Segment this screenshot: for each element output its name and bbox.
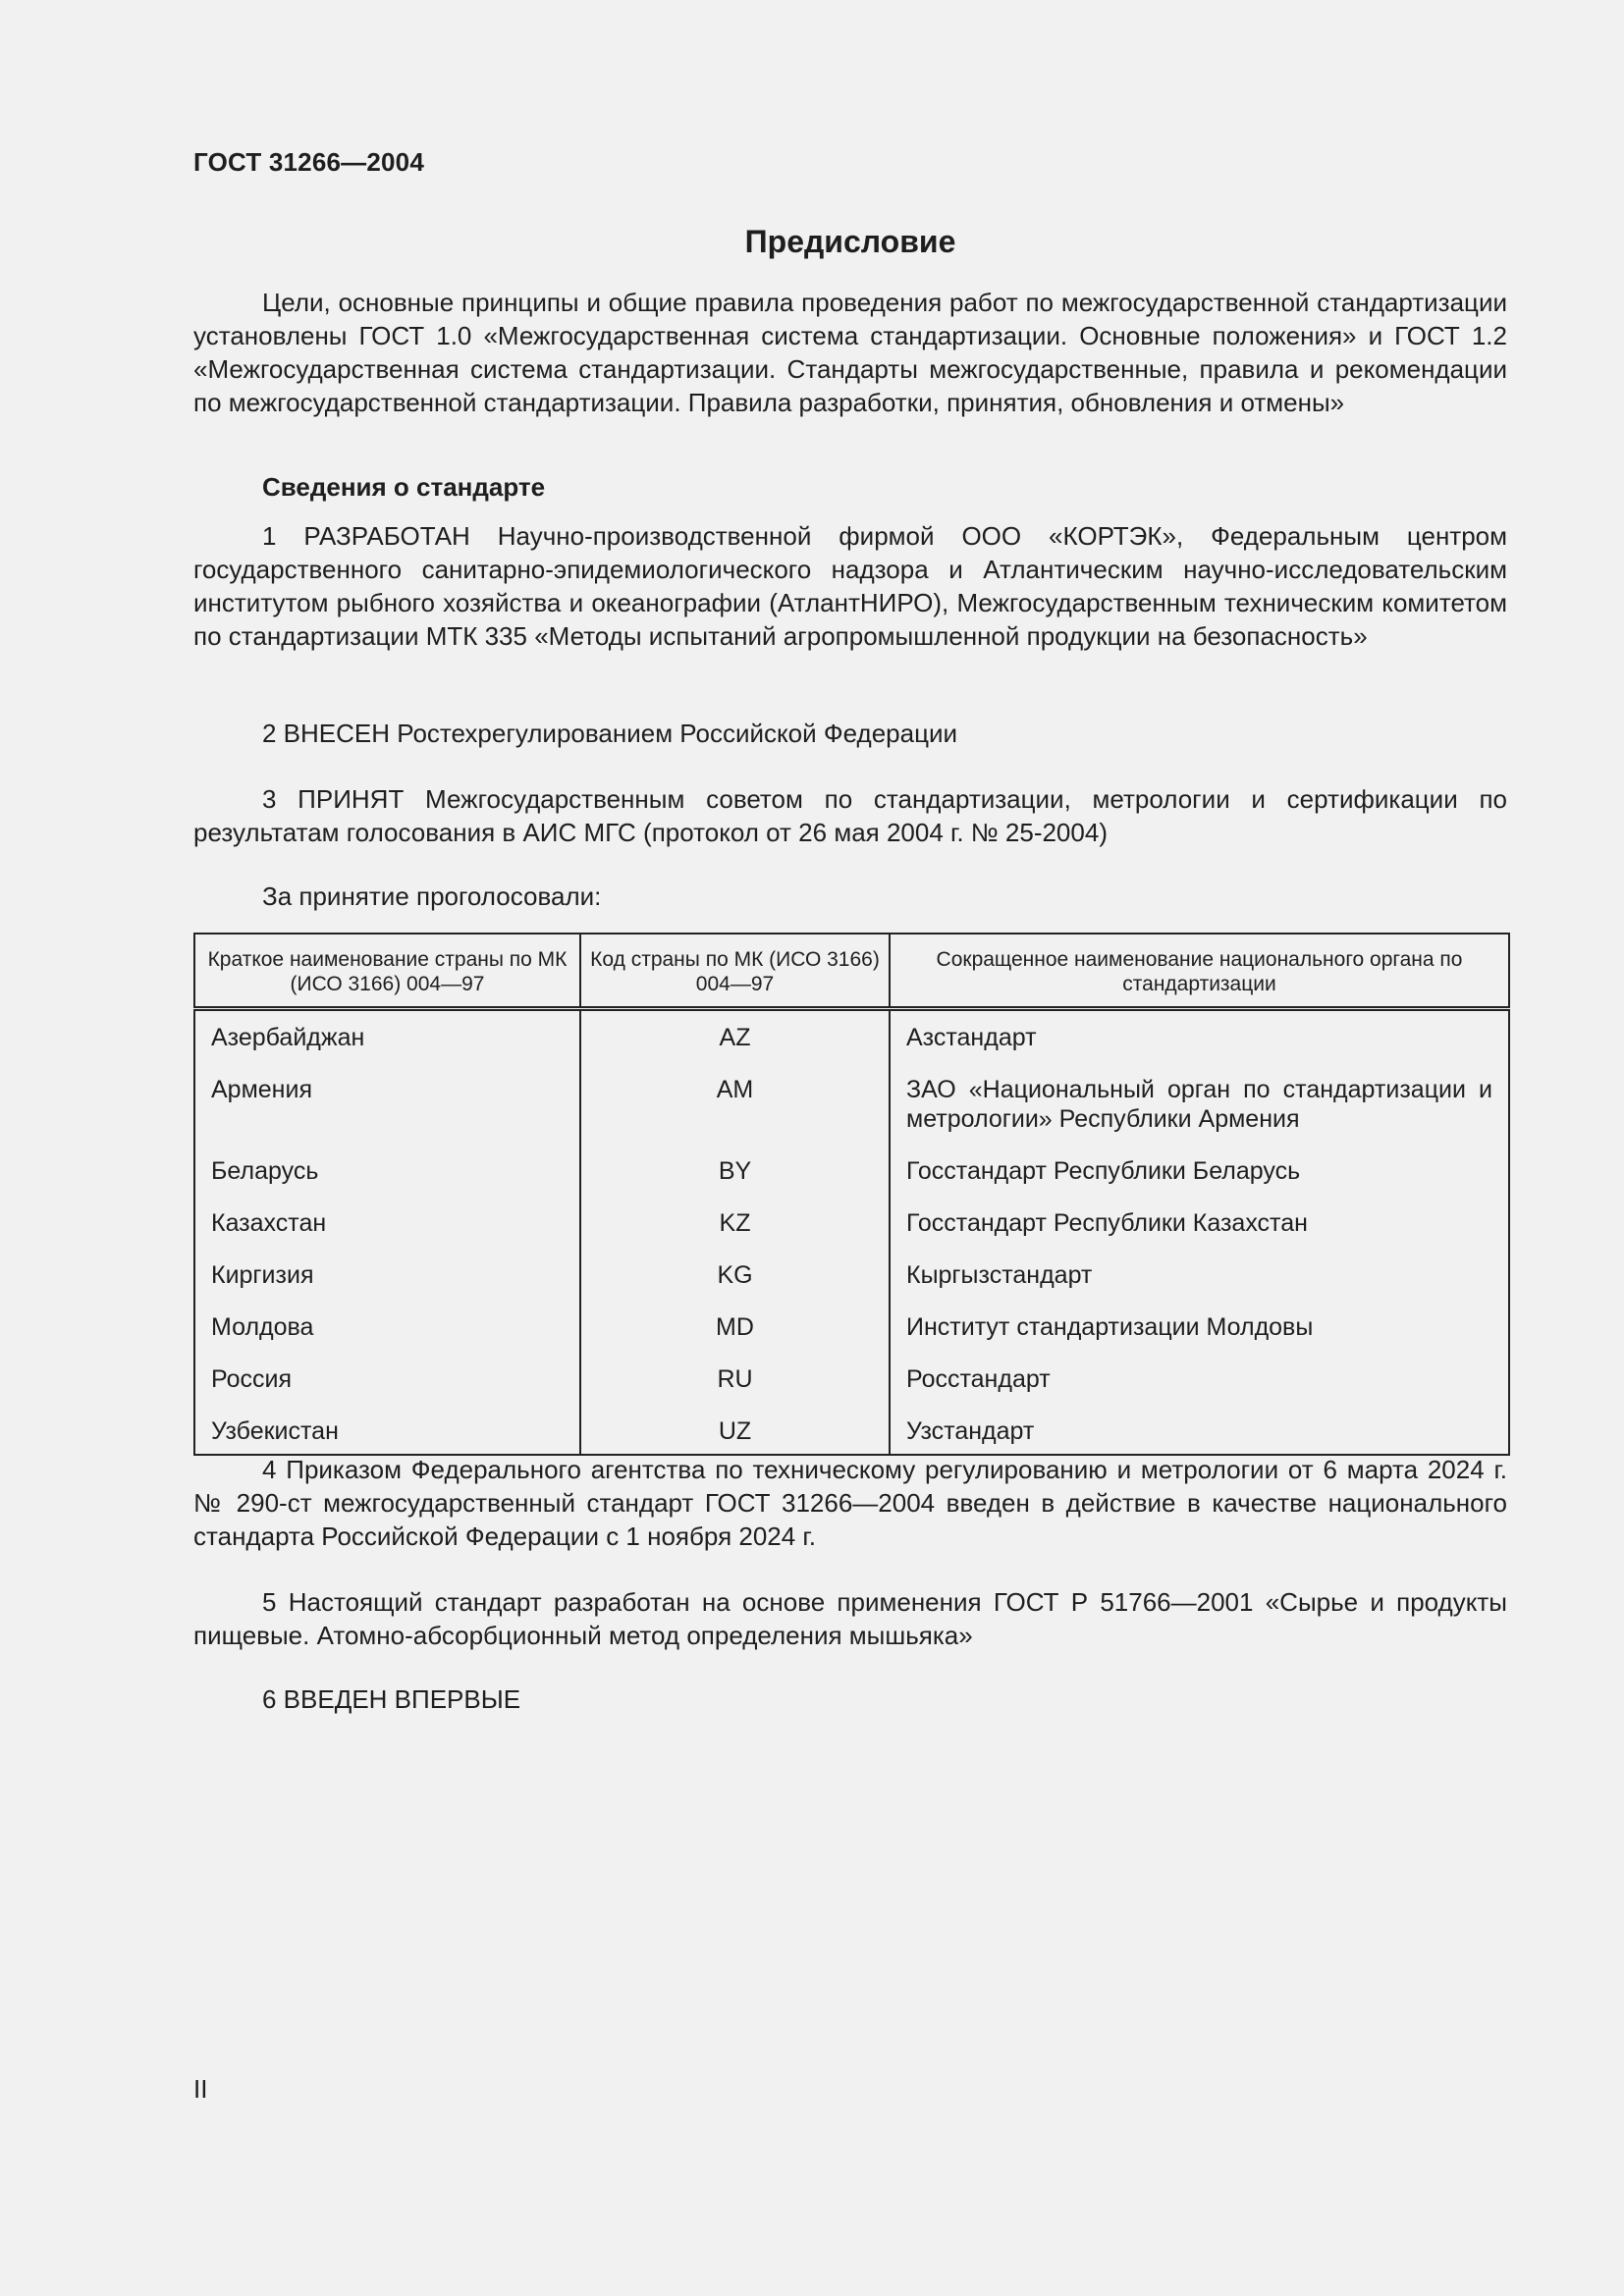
country-name: Россия <box>194 1361 580 1413</box>
standards-body: Госстандарт Республики Казахстан <box>890 1204 1509 1256</box>
standards-body: ЗАО «Национальный орган по стандартизации и метрологии» Республики Армения <box>890 1071 1509 1152</box>
standards-body: Институт стандартизации Молдовы <box>890 1308 1509 1361</box>
table-row <box>194 1256 1509 1308</box>
header-standards-body: Сокращенное наименование национального органа по стандартизации <box>890 934 1509 1009</box>
table-row <box>194 1152 1509 1204</box>
country-code: KZ <box>580 1204 890 1256</box>
standards-body: Азстандарт <box>890 1009 1509 1072</box>
standards-body: Кыргызстандарт <box>890 1256 1509 1308</box>
table-header-row <box>194 934 1509 1009</box>
country-code: BY <box>580 1152 890 1204</box>
document-id: ГОСТ 31266—2004 <box>193 147 424 177</box>
table-row <box>194 1308 1509 1361</box>
country-name: Беларусь <box>194 1152 580 1204</box>
table-row <box>194 1361 1509 1413</box>
table-row <box>194 1204 1509 1256</box>
intro-paragraph: Цели, основные принципы и общие правила проведения работ по межгосударственной стандартизации установлены ГОСТ 1.0 «Межгосударственная система стандартизации. Основные положения» и ГОСТ 1.2 «Межгосударственная система стандартизации. Стандарты межгосударственные, правила и рекомендации по межгосударственной стандартизации. Правила разработки, принятия, обновления и отмены» <box>193 288 1507 417</box>
item-introduced: 2 ВНЕСЕН Ростехрегулированием Российской Федерации <box>262 719 958 748</box>
standards-body: Росстандарт <box>890 1361 1509 1413</box>
item-developed: 1 РАЗРАБОТАН Научно-производственной фирмой ООО «КОРТЭК», Федеральным центром государственного санитарно-эпидемиологического надзора и Атлантическим научно-исследовательским институтом рыбного хозяйства и океанографии (АтлантНИРО), Межгосударственным техническим комитетом по стандартизации МТК 335 «Методы испытаний агропромышленной продукции на безопасность» <box>193 521 1507 651</box>
section-heading: Сведения о стандарте <box>262 472 546 502</box>
standards-body: Госстандарт Республики Беларусь <box>890 1152 1509 1204</box>
table-row <box>194 1009 1509 1072</box>
country-name: Киргизия <box>194 1256 580 1308</box>
voted-label: За принятие проголосовали: <box>262 881 602 911</box>
country-name: Армения <box>194 1071 580 1152</box>
item-first-introduced: 6 ВВЕДЕН ВПЕРВЫЕ <box>262 1684 521 1714</box>
country-code: AM <box>580 1071 890 1152</box>
country-code: KG <box>580 1256 890 1308</box>
table-row <box>194 1413 1509 1455</box>
country-name: Азербайджан <box>194 1009 580 1072</box>
page-title: Предисловие <box>744 224 956 259</box>
voting-countries-table <box>193 933 1510 1456</box>
header-country-name: Краткое наименование страны по МК (ИСО 3166) 004—97 <box>194 934 580 1009</box>
standards-body: Узстандарт <box>890 1413 1509 1455</box>
country-code: RU <box>580 1361 890 1413</box>
header-country-code: Код страны по МК (ИСО 3166) 004—97 <box>580 934 890 1009</box>
country-name: Молдова <box>194 1308 580 1361</box>
country-code: UZ <box>580 1413 890 1455</box>
item-enacted: 4 Приказом Федерального агентства по техническому регулированию и метрологии от 6 марта 2024 г. № 290-ст межгосударственный стандарт ГОСТ 31266—2004 введен в действие в качестве национального стандарта Российской Федерации с 1 ноября 2024 г. <box>193 1455 1507 1551</box>
country-code: MD <box>580 1308 890 1361</box>
country-code: AZ <box>580 1009 890 1072</box>
item-adopted: 3 ПРИНЯТ Межгосударственным советом по стандартизации, метрологии и сертификации по результатам голосования в АИС МГС (протокол от 26 мая 2004 г. № 25-2004) <box>193 784 1507 847</box>
country-name: Казахстан <box>194 1204 580 1256</box>
page-number: II <box>193 2074 208 2104</box>
country-name: Узбекистан <box>194 1413 580 1455</box>
item-based-on: 5 Настоящий стандарт разработан на основе применения ГОСТ Р 51766—2001 «Сырье и продукты пищевые. Атомно-абсорбционный метод определения мышьяка» <box>193 1587 1507 1650</box>
table-row <box>194 1071 1509 1152</box>
